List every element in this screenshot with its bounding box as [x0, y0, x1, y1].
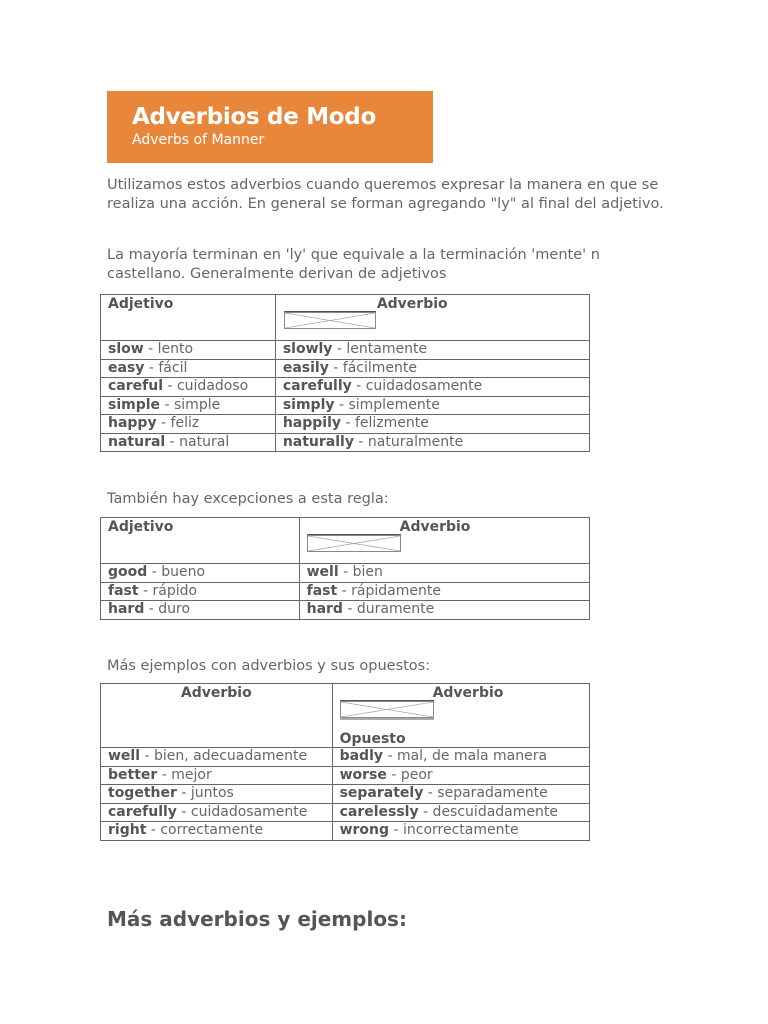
exceptions-intro: También hay excepciones a esta regla: [107, 491, 389, 507]
table-cell [101, 359, 276, 378]
table-cell [275, 433, 589, 452]
header-adjetivo: Adjetivo [108, 296, 174, 312]
translation: - simplemente [334, 396, 440, 413]
word-bold: careful [108, 378, 164, 394]
translation: - lentamente [332, 341, 428, 357]
translation: - bueno [147, 564, 206, 580]
translation: - duro [144, 601, 191, 617]
table-cell [101, 601, 300, 620]
header-adverbio: Adverbio [180, 685, 252, 701]
translation: - bien, adecuadamente [140, 748, 308, 764]
table-cell [332, 803, 589, 822]
banner-subtitle: Adverbs of Manner [132, 132, 265, 148]
adverb-bold: carelessly [339, 803, 419, 820]
broken-image-icon [340, 700, 432, 718]
table-cell [275, 341, 589, 360]
adverb-bold: simply [282, 396, 335, 413]
word-bold: happy [108, 415, 157, 431]
word-bold: well [108, 748, 141, 764]
adverb-bold: separately [339, 785, 424, 801]
table-cell [275, 415, 589, 434]
adverb-bold: hard [306, 601, 343, 617]
translation: - natural [165, 433, 230, 450]
table-row [101, 785, 590, 804]
table-row [101, 415, 590, 434]
translation: - felizmente [341, 415, 429, 431]
intro-paragraph-1: Utilizamos estos adverbios cuando queremos expresar la manera en que se realiza una acción. En general se forman agregando "ly" al final del adjetivo. [107, 177, 664, 212]
table-cell [101, 415, 276, 434]
header-banner [107, 91, 433, 163]
header-adverbio: Adverbio [399, 519, 471, 535]
table-row [101, 378, 590, 397]
adverb-bold: easily [282, 359, 329, 376]
translation: - mejor [157, 766, 212, 783]
exceptions-table [100, 517, 590, 620]
word-bold: fast [108, 582, 139, 599]
word-bold: together [108, 785, 177, 801]
more-examples-intro: Más ejemplos con adverbios y sus opuestos: [107, 658, 431, 674]
translation: - separadamente [423, 785, 548, 801]
word-bold: natural [108, 433, 166, 450]
translation: - juntos [176, 785, 234, 801]
translation: - descuidadamente [418, 803, 558, 820]
table-cell [275, 359, 589, 378]
table-cell [101, 785, 333, 804]
word-bold: right [108, 822, 147, 838]
header-adjetivo: Adjetivo [108, 519, 174, 535]
translation: - peor [386, 766, 433, 783]
header-opuesto: Opuesto [339, 731, 406, 747]
table-cell [101, 582, 300, 601]
table-cell [275, 396, 589, 415]
table-cell [275, 378, 589, 397]
table-row [101, 822, 590, 841]
translation: - naturalmente [353, 433, 464, 450]
translation: - rápido [138, 582, 198, 599]
header-adverbio: Adverbio [432, 685, 504, 701]
word-bold: hard [108, 601, 145, 617]
header-adverbio: Adverbio [376, 296, 448, 312]
table-cell [101, 766, 333, 785]
table-row [101, 803, 590, 822]
word-bold: easy [108, 359, 145, 376]
adverb-bold: naturally [282, 433, 354, 450]
section-title: Más adverbios y ejemplos: [107, 907, 407, 931]
translation: - lento [143, 341, 194, 357]
table-cell [101, 396, 276, 415]
table-cell [101, 564, 300, 583]
table-row [101, 601, 590, 620]
table-cell [101, 433, 276, 452]
translation: - incorrectamente [389, 822, 519, 838]
table-cell [332, 748, 589, 767]
word-bold: slow [108, 341, 144, 357]
table-row [101, 564, 590, 583]
table-row [101, 396, 590, 415]
adverb-bold: happily [282, 415, 342, 431]
translation: - rápidamente [337, 582, 441, 599]
table-header-cell [275, 295, 589, 341]
table-header-cell [101, 518, 300, 564]
broken-image-icon [284, 311, 376, 329]
translation: - cuidadosamente [351, 378, 483, 394]
table-row [101, 433, 590, 452]
word-bold: simple [108, 396, 161, 413]
adverb-bold: well [306, 564, 339, 580]
adjective-adverb-table [100, 294, 590, 452]
table-row [101, 748, 590, 767]
table-header-cell [332, 684, 589, 748]
translation: - feliz [156, 415, 200, 431]
word-bold: better [108, 766, 158, 783]
table-row [101, 341, 590, 360]
banner-title: Adverbios de Modo [132, 104, 376, 130]
translation: - fácil [144, 359, 188, 376]
translation: - duramente [342, 601, 435, 617]
table-cell [101, 822, 333, 841]
adverb-bold: wrong [339, 822, 390, 838]
table-cell [299, 564, 589, 583]
adverb-bold: badly [339, 748, 383, 764]
table-cell [299, 601, 589, 620]
translation: - mal, de mala manera [383, 748, 548, 764]
table-row [101, 582, 590, 601]
adverb-bold: slowly [282, 341, 333, 357]
translation: - bien [338, 564, 383, 580]
adverb-bold: carefully [282, 378, 352, 394]
word-bold: good [108, 564, 148, 580]
table-cell [101, 748, 333, 767]
translation: - cuidadoso [163, 378, 249, 394]
table-row [101, 766, 590, 785]
table-cell [101, 341, 276, 360]
word-bold: carefully [108, 803, 177, 820]
table-row [101, 359, 590, 378]
broken-image-icon [307, 534, 399, 552]
adverb-bold: fast [306, 582, 338, 599]
table-cell [332, 785, 589, 804]
table-cell [101, 378, 276, 397]
table-cell [299, 582, 589, 601]
table-header-cell [101, 684, 333, 748]
intro-paragraph-2: La mayoría terminan en 'ly' que equivale a la terminación 'mente' n castellano. Generalmente derivan de adjetivos [107, 247, 600, 282]
translation: - fácilmente [328, 359, 417, 376]
table-header-cell [299, 518, 589, 564]
adverb-bold: worse [339, 766, 387, 783]
table-header-cell [101, 295, 276, 341]
table-cell [332, 766, 589, 785]
translation: - correctamente [146, 822, 264, 838]
translation: - cuidadosamente [176, 803, 308, 820]
table-cell [332, 822, 589, 841]
table-cell [101, 803, 333, 822]
translation: - simple [160, 396, 221, 413]
opposites-table [100, 683, 590, 841]
